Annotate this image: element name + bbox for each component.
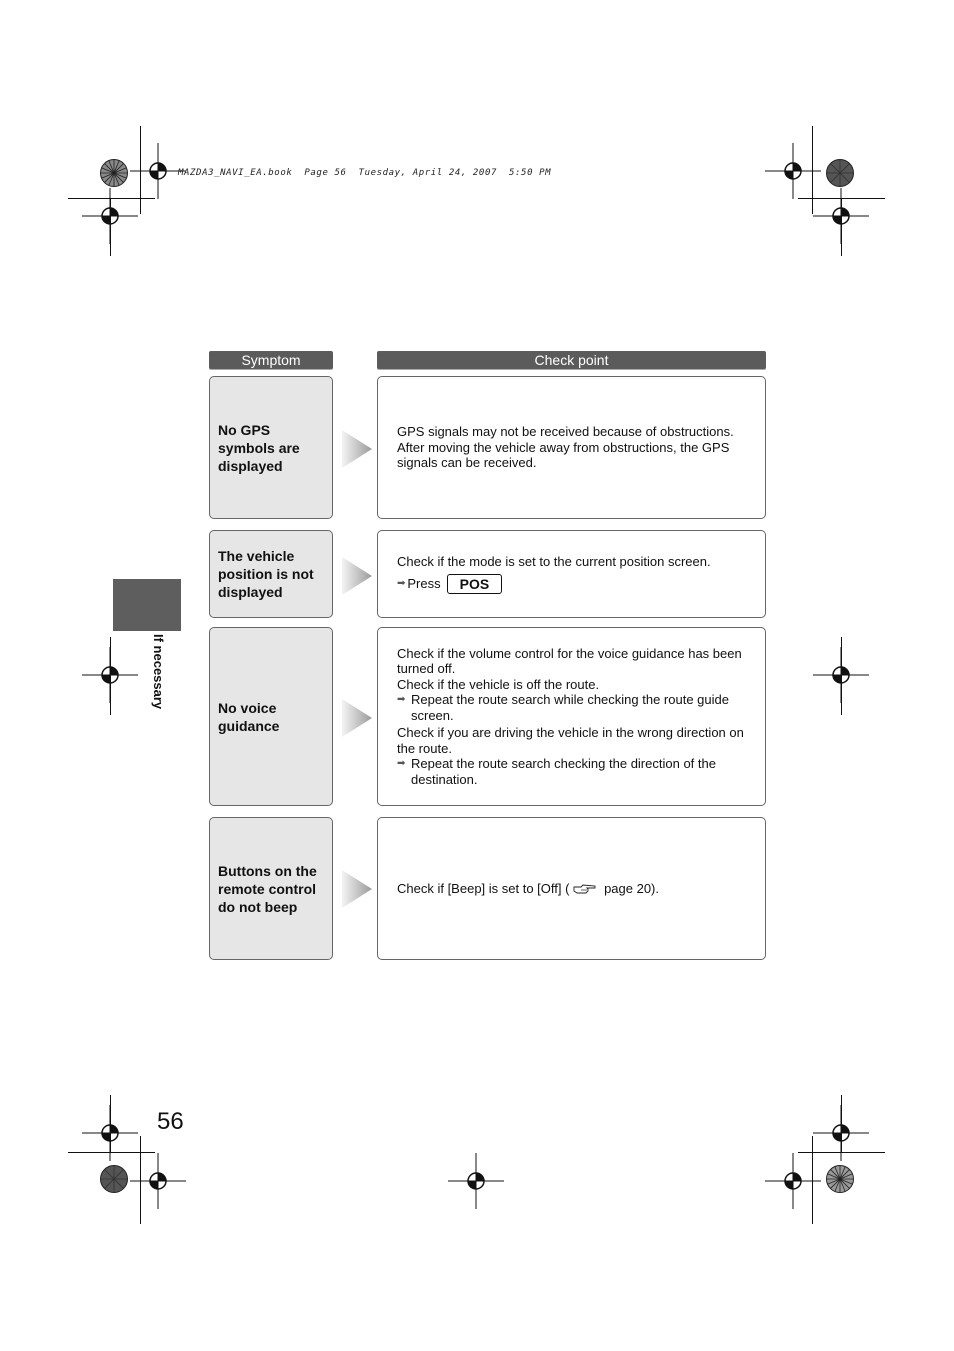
section-tab (113, 579, 181, 631)
symptom-header: Symptom (209, 351, 333, 369)
sub-instruction (397, 692, 755, 723)
symptom-text: No GPS symbols are displayed (218, 421, 300, 474)
symptom-cell (209, 530, 333, 618)
checkpoint-cell (377, 627, 766, 806)
beep-text-before: Check if [Beep] is set to [Off] ( (397, 880, 570, 896)
sub-instruction-text: Repeat the route search checking the direction of the destination. (411, 756, 716, 787)
page-number: 56 (157, 1108, 184, 1135)
starburst-target-icon (99, 1164, 129, 1194)
registration-crosshair-icon (765, 1153, 821, 1209)
symptom-cell (209, 376, 333, 519)
registration-crosshair-icon (813, 1105, 869, 1161)
symptom-text: No voice guidance (218, 699, 280, 734)
starburst-target-icon (99, 158, 129, 188)
sub-instruction (397, 756, 755, 787)
registration-crosshair-icon (448, 1153, 504, 1209)
symptom-text: Buttons on the remote control do not beep (218, 862, 317, 915)
registration-crosshair-icon (82, 188, 138, 244)
beep-text-after: page 20). (600, 880, 659, 896)
starburst-target-icon (825, 1164, 855, 1194)
right-triangle-arrow-icon (342, 870, 372, 908)
press-instruction (397, 574, 755, 594)
right-arrow-icon: ➡ (397, 578, 406, 589)
press-label: Press (407, 576, 441, 591)
section-tab-label: If necessary (151, 634, 166, 710)
checkpoint-text (397, 881, 755, 897)
checkpoint-text: GPS signals may not be received because of obstructions. After moving the vehicle away from obstructions, the GPS signals can be received. (397, 424, 734, 471)
checkpoint-cell (377, 817, 766, 960)
starburst-target-icon (825, 158, 855, 188)
checkpoint-text: Check if the mode is set to the current position screen. (397, 554, 711, 570)
sub-instruction-text: Repeat the route search while checking the route guide screen. (411, 692, 729, 723)
right-arrow-icon: ➡ (397, 758, 406, 770)
registration-crosshair-icon (82, 647, 138, 703)
checkpoint-header: Check point (377, 351, 766, 369)
right-triangle-arrow-icon (342, 557, 372, 595)
pointing-hand-icon (573, 883, 597, 895)
checkpoint-text: Check if you are driving the vehicle in the wrong direction on the route. (397, 725, 744, 756)
right-triangle-arrow-icon (342, 699, 372, 737)
symptom-cell (209, 627, 333, 806)
right-arrow-icon: ➡ (397, 694, 406, 706)
right-triangle-arrow-icon (342, 430, 372, 468)
symptom-cell (209, 817, 333, 960)
print-header: MAZDA3_NAVI_EA.book Page 56 Tuesday, April 24, 2007 5:50 PM (178, 168, 552, 178)
checkpoint-text: Check if the vehicle is off the route. (397, 676, 600, 692)
checkpoint-cell (377, 376, 766, 519)
checkpoint-cell (377, 530, 766, 618)
registration-crosshair-icon (130, 1153, 186, 1209)
registration-crosshair-icon (813, 188, 869, 244)
pos-button: POS (447, 574, 503, 594)
checkpoint-text: Check if the volume control for the voice guidance has been turned off. (397, 645, 742, 677)
registration-crosshair-icon (813, 647, 869, 703)
symptom-text: The vehicle position is not displayed (218, 548, 314, 600)
